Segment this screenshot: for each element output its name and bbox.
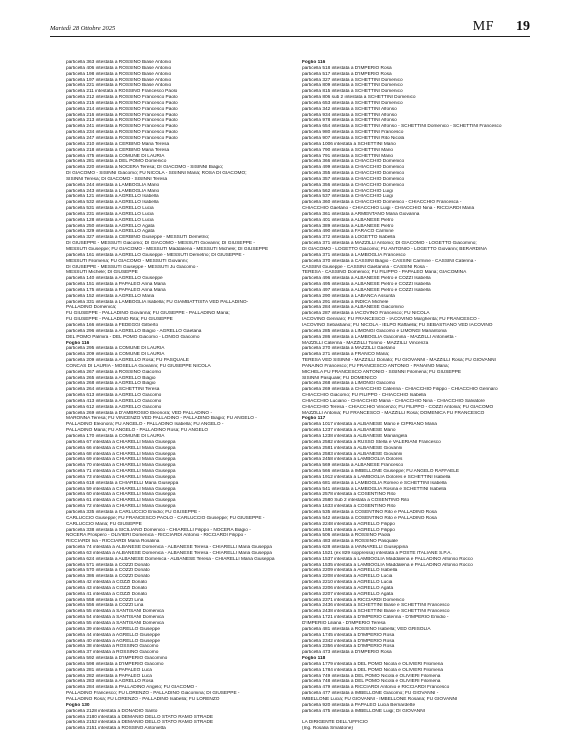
text-line: DEL POMO Palmira - DEL POMO Giacomo - LONGO Giacomo xyxy=(66,334,200,340)
text-line: particella 342 intestata a SCHETTINI Alfonso xyxy=(302,106,397,112)
text-line: particella 1237 intestata a ALBANESE Mario xyxy=(302,428,396,434)
section-heading: Foglio 117 xyxy=(302,416,326,422)
text-line: particella 653 intestata a SCHETTINI Domenico xyxy=(302,100,403,106)
text-line: particella 907 intestata a SCHETTINI Rito Nicola xyxy=(302,135,405,141)
text-line: particella 496 intestata a ALBANESE Pietro e COZZI Isabella xyxy=(302,276,431,282)
text-line: TERESA - CASSINO Domenico; FU FILIPPO - PAPALEO Maria; GIACOMINA xyxy=(302,270,467,276)
text-line: particella 74 intestata a ALBANESE Domenica - ALBANESE Teresa - CHIARELLI Maria Giuseppa xyxy=(66,545,272,551)
text-line: particella 128 intestata a AGRELLO Lucia xyxy=(66,217,154,223)
page-header xyxy=(50,14,530,37)
text-line: particella 270 intestata a MAZZILLI Gaetano xyxy=(302,346,396,352)
text-line: particella 481 intestata a ROSSINO Isabella; VED GRISOLIA xyxy=(302,626,431,632)
text-line: particella 934 intestata a SCHETTINI Alfonso xyxy=(302,112,397,118)
text-line: particella 73 intestata a CHIARELLI Maria Giuseppa xyxy=(66,474,176,480)
text-line: particella 2438 intestata a SCHETTINI Biase e SCHETTINI Francesco xyxy=(302,609,450,615)
text-line: FU GIUSEPPE - PALLADINO Rita; FU GIUSEPPE xyxy=(66,317,173,323)
text-line: particella 473 intestata a D'IMPERIO Rosa xyxy=(302,650,392,656)
text-line: particella 2206 intestata a AGRELLO Agata xyxy=(302,585,394,591)
text-line: particella 490 intestata a FARACO Carmine xyxy=(302,229,394,235)
text-line: particella 60 intestata a CHIARELLI Maria Giuseppa xyxy=(66,492,176,498)
text-line: particella 628 intestata a IANNARELLI Giuseppina xyxy=(302,545,408,551)
text-line: particella 218 intestata a CERBINO Maria Teresa xyxy=(66,147,170,153)
text-line: particella 366 intestata a CHIACCHIO Domenico xyxy=(302,159,405,165)
text-line: PALLADINO Domenica; xyxy=(66,305,117,311)
text-line: particella 295 intestata a COMUNE DI LAURIA xyxy=(66,346,165,352)
text-line: particella 389 intestata a ALBANESE Pietro xyxy=(302,223,394,229)
text-line: particella 2578 intestata a COSENTINO Rito xyxy=(302,492,396,498)
text-line: DI GIUSEPPE - MESSUTI Giuseppe - MESSUTI Ju Giacomo - xyxy=(66,264,199,270)
text-line: particella 61 intestata a CHIARELLI Maria Giuseppa xyxy=(66,498,176,504)
text-line: particella 749 intestata a DEL POMO Nicola e OLIVIERI Filomena xyxy=(302,673,441,679)
publication-title: MF xyxy=(472,19,494,34)
text-line: particella 357 intestata a CHIACCHIO Domenico xyxy=(302,176,405,182)
text-line: particella 211 intestata a ROSSINO Francesco Paolo xyxy=(66,89,178,95)
text-line: particella 2207 intestata a AGRELLO Agata xyxy=(302,591,394,597)
text-line: particella 562 intestata a CHIACCHIO Luigi xyxy=(302,188,393,194)
text-line: particella 790 intestata a SCHETTINI Mario xyxy=(302,147,394,153)
text-line: particella 2582 intestata a RUSSO Stella e VALERIANI Francesco xyxy=(302,439,441,445)
text-line: particella 290 intestata a LABANCA Assunta xyxy=(302,293,395,299)
text-line: MAZZILLI Caterina - MAZZILLI Tonino - MAZZILLI Vincenza xyxy=(302,340,429,346)
text-line: IMBELLONE Lucia; FU GIOVANNI - IMBELLONE Rosaria; FU GIOVANNI xyxy=(302,696,458,702)
text-line: particella 2583 intestata a ALBANESE Giovanni xyxy=(302,451,403,457)
text-line: particella 2210 intestata a AGRELLO Lucia xyxy=(302,580,393,586)
text-line: particella 361 intestata a ARMENTANO Maria Giovanna xyxy=(302,211,420,217)
text-line: particella 479 intestata a RICCIARDI Antonio e RICCIARDI Francesco xyxy=(302,685,450,691)
text-line: particella 72 intestata a CHIARELLI Maria Giuseppa xyxy=(66,504,176,510)
text-line: particella 214 intestata a ROSSINO Francesco Paolo xyxy=(66,106,178,112)
text-line: particella 152 intestata a AGRELLO Maria xyxy=(66,293,155,299)
text-line: particella 69 intestata a CHIARELLI Maria Giuseppa xyxy=(66,457,176,463)
text-line: particella 592 intestata a D'IMPERIO Giacomino xyxy=(66,656,168,662)
text-line: (Ing. Rosalia Smaldone) xyxy=(302,726,353,732)
text-line: particella 287 intestata a IACOVINO Francesco; FU NICOLA xyxy=(302,311,430,317)
text-line: particella 654 intestata a SCHETTINI Alfonso - SCHETTINI Domenico - SCHETTINI Francesco xyxy=(302,124,502,130)
text-line: particella 401 intestata a ALBANESE Pietro xyxy=(302,217,394,223)
text-line: CONCAS DI LAURIA - MOSELLA Giovanni; FU GIUSEPPE NICOLA xyxy=(66,363,211,369)
text-line: particella 495 intestata a ALBANESE Pietro e COZZI Isabella xyxy=(302,282,431,288)
text-line: particella 809 intestata a SCHETTINI Domenico xyxy=(302,83,403,89)
text-line: particella 43 intestata a COZZI Donato xyxy=(66,585,148,591)
text-line: particella 1537 intestata a LAMBOGLIA Maddalena e PALLADINO Alfonso Rocco xyxy=(302,556,473,562)
text-line: particella 244 intestata a LAMBOGLIA Mario xyxy=(66,182,160,188)
text-line: particella 370 intestata a CASSINI Biagio - CASSINI Carmine - CASSINI Caterina - xyxy=(302,258,477,264)
text-line: particella 920 intestata a PAPALEO Lucia Bernardette xyxy=(302,702,416,708)
text-line: particella 1006 intestata a SCHETTINI Mario xyxy=(302,141,396,147)
text-line: particella 215 intestata a ROSSINO Francesco Paolo xyxy=(66,100,178,106)
text-line: particella 37 intestata a ROSSINO Giacomo xyxy=(66,650,159,656)
text-line: particella 569 intestata a ALBANESE Francesco xyxy=(302,463,404,469)
text-line: MESSUTI Michele; DI GIUSEPPE xyxy=(66,270,138,276)
text-line: particella 1238 intestata a ALBANESE Mariangela xyxy=(302,434,408,439)
text-line: particella 338 intestata a SICILIANO Domenico - CHIARELLI Filippo - NOCERA Biagio - xyxy=(66,527,251,533)
left-text-column xyxy=(66,60,304,732)
text-line: particella 517 intestata a D'IMPERIO Rosa xyxy=(302,71,392,77)
text-line: particella 329 intestata a AGRELLO Agata xyxy=(66,229,155,235)
text-line: particella 499 intestata a CHIACCHIO Domenico xyxy=(302,165,405,171)
text-line: particella 1591 intestata a AGRELLO Filippo xyxy=(302,527,395,533)
text-line: particella 541 intestata a LAMBOGLIA Rosina e SCHETTINI Isabella xyxy=(302,486,447,492)
text-line: CHIACCHIO Gaetano - CHIACCHIO Luigi - CHIACCHIO Nina - RICCIARDI Maria xyxy=(302,206,475,212)
text-line: particella 282 intestata a PAPALEO Luca xyxy=(66,673,152,679)
text-line: particella 267 intestata a ROSSINO Giacomo xyxy=(66,369,162,375)
text-line: particella 2371 intestata a RICCIARDI Domenico xyxy=(302,597,405,603)
text-line: particella 175 intestata a PAPALEO Anna Maria xyxy=(66,287,166,293)
text-line: particella 284 intestata a PALLADINO Angelo; FU GIACOMO - xyxy=(66,685,198,691)
text-line: particella 41 intestata a COZZI Donato xyxy=(66,591,148,597)
text-line: particella 213 intestata a ROSSINO Francesco Paolo xyxy=(66,118,178,124)
text-line: particella 2128 intestata a DONADIO Santo xyxy=(66,708,158,714)
text-line: particella 296 intestata a AGRELLO Biagio - AGRELLO Gaetana xyxy=(66,328,202,334)
text-line: particella 537 intestata a CHIACCHIO Luigi xyxy=(302,194,393,200)
text-line: particella 281 intestata a PAPALEO Luca xyxy=(66,667,152,673)
text-line: particella 1633 intestata a COSENTINO Rito xyxy=(302,504,396,510)
text-line: particella 212 intestata a ROSSINO Francesco Paolo xyxy=(66,95,178,101)
text-line: particella 209 intestata a COMUNE DI LAURIA xyxy=(66,352,165,358)
text-line: PALLADINO Maria; FU ANGELO - PALLADINO Rosa; FU ANGELO xyxy=(66,428,209,434)
text-line: MESSUTI Giuseppe; FU GIACOMO - MESSUTI Maddalena - MESSUTI Michele; DI GIUSEPPE xyxy=(66,247,269,252)
text-line: DI GIACOMO - LOGETTO Giacomo; FU ANTONIO - LOGETTO Giovanni; BERARDINA xyxy=(302,247,488,252)
text-line: particella 210 intestata a CERBINO Maria Teresa xyxy=(66,141,170,147)
text-line: particella 2356 intestata a D'IMPERIO Rosa xyxy=(302,644,395,650)
text-line: particella 140 intestata a AGRELLO Giuseppe xyxy=(66,276,163,282)
text-line: particella 284 intestata a ALBANESE Giacomino xyxy=(302,305,404,311)
text-line: MAZZILLI Antonia; FU FRANCESCO - MAZZILLI Rosa; DOMENICA FU FRANCESCO xyxy=(302,410,485,416)
text-line: particella 264 intestata a SCHETTINI Teresa xyxy=(66,387,160,393)
right-text-column xyxy=(302,60,540,732)
text-line: particella 220 intestata a NOCERA Teresa; DI GIACOMO - SISINNI Biagio; xyxy=(66,165,224,171)
text-line: particella 198 intestata a ROSSINO Biase Antonio xyxy=(66,71,172,77)
text-line: particella 356 intestata a CHIACCHIO Domenico xyxy=(302,182,405,188)
text-line: DI GIUSEPPE - MESSUTI Giacomo; DI GIACOMO - MESSUTI Giovanni; DI GIUSEPPE - xyxy=(66,241,255,247)
text-line: particella 360 intestata a CHIACCHIO Domenico - CHIACCHIO Francesca - xyxy=(302,200,462,206)
text-line: particella 1912 intestata a LAMBOGLIA Dolores e SCHETTINI Isabella xyxy=(302,474,451,480)
text-line: particella 70 intestata a CHIARELLI Maria Giuseppa xyxy=(66,463,176,469)
text-line: particella 791 intestata a SCHETTINI Mario xyxy=(302,153,394,159)
text-line: particella 38 intestata a ROSSINO Giacomo xyxy=(66,644,159,650)
text-line: particella 571 intestata a COZZI Donato xyxy=(66,562,150,568)
text-line: D'IMPERIO Liliana - D'IMPERIO Teresa xyxy=(302,621,386,626)
text-line: particella 265 intestata a AGRELLO Biagio xyxy=(66,375,156,381)
text-line: particella 1535 intestata a LAMBOGLIA Maddalena e PALLADINO Alfonso Rocco xyxy=(302,562,473,568)
text-line: LA DIRIGENTE DELL'UFFICIO xyxy=(302,720,368,726)
text-line: RICCIARDI Iva - RICCIARDI Maria Rosalina xyxy=(66,539,160,545)
text-line: particella 978 intestata a SCHETTINI Alfonso xyxy=(302,118,397,124)
text-line: particella 506 intestata a ROSSINO Paola xyxy=(302,533,391,539)
text-line: particella 618 intestata a CHIARELLI Maria Giuseppa xyxy=(66,480,179,486)
text-line: CHIACCHIO Teresa - CHIACCHIO Vincenzo; FU FILIPPO - COZZI Antonia; FU GIACOMO xyxy=(302,404,494,410)
text-line: particella 55 intestata a SANTISANI Domenica xyxy=(66,609,164,615)
text-line: particella 161 intestata a AGRELLO Giuseppe - MESSUTI Demetrio; DI GIUSEPPE - xyxy=(66,252,245,258)
text-line: particella 2180 intestata a DEMANIO DELLO STATO RAMO STRADE xyxy=(66,714,214,720)
text-line: particella 566 intestata a IMBELLONE Giuseppe; FU ANGELO RAFFAELE xyxy=(302,469,460,475)
text-line: particella 331 intestata a LAMBOGLIA Isabella; FU GIAMBATTISTA VED PALLADINO- xyxy=(66,299,249,305)
text-line: particella 570 intestata a COZZI Donato xyxy=(66,568,150,574)
text-line: PALLADINO Eleonora; FU ANGELO - PALLADINO Isabella; FU ANGELO - xyxy=(66,422,224,428)
section-heading: Foglio 116 xyxy=(66,340,90,346)
text-line: CARLUCCIO Giuseppe; FU FRANCESCO PAOLO - CARLUCCIO Giuseppe; FU GIUSEPPE - xyxy=(66,515,265,521)
text-line: particella 68 intestata a CHIARELLI Maria Giuseppa xyxy=(66,451,176,457)
text-line: SISINNI Teresa; DI GIACOMO - SISINNI Teresa xyxy=(66,176,168,182)
text-line: IACOVINO Sebastiano; FU NICOLA - IELPO Raffaella; FU SEBASTIANO VED IACOVINO xyxy=(302,322,493,328)
text-line: particella 286 intestata a LAMBOGLIA Giacomina - MAZZILLI Antonietta - xyxy=(302,334,457,340)
text-line: particella 59 intestata a CHIARELLI Maria Giuseppa xyxy=(66,486,176,492)
section-heading: Foglio 116 xyxy=(302,60,326,65)
text-line: particella 216 intestata a ROSSINO Francesco Paolo xyxy=(66,112,178,118)
text-line: particella 371 intestata a MAZZILLI Antonio; DI GIACOMO - LOGETTO Giacomino; xyxy=(302,241,477,247)
text-line: particella 42 intestata a COZZI Donato xyxy=(66,580,148,586)
text-line: particella 363 intestata a ROSSINO Biase Antonio xyxy=(66,60,172,65)
text-line: particella 483 intestata a ROSSINO Pasquale xyxy=(302,539,398,545)
text-line: particella 556 intestata a COZZI Lina xyxy=(66,603,144,609)
text-line: particella 815 intestata a SCHETTINI Domenico xyxy=(302,89,403,95)
text-line: NOCERA Prospero - OLIVIERI Domenica - RICCIARDI Antonio - RICCIARDI Filippo - xyxy=(66,533,247,539)
text-line: particella 335 intestata a CARLUCCIO Emidio; FU GIUSEPPE - xyxy=(66,509,201,515)
text-line: particella 247 intestata a ROSSINO Francesco Paolo xyxy=(66,135,178,141)
text-line: DI GIACOMO - SISINNI Giacomo; FU NICOLA - SISINNI Maria; ROSA DI GIACOMO; xyxy=(66,171,247,177)
text-line: particella 748 intestata a DEL POMO Nicola e OLIVIERI Filomena xyxy=(302,679,441,685)
text-line: CARLUCCIO Maria; FU GIUSEPPE xyxy=(66,521,142,527)
text-line: particella 44 intestata a AGRELLO Giuseppe xyxy=(66,632,161,638)
text-line: CHIACCHIO Giacomo; FU FILIPPO - CHIACCHIO Isabella xyxy=(302,393,427,399)
text-line: IACOVINO Gennaro; FU FRANCESCO - IACOVINO Margherita; FU FRANCESCO - xyxy=(302,317,480,323)
text-line: particella 406 intestata a ROSSINO Biase Antonio xyxy=(66,65,172,71)
text-line: particella 71 intestata a CHIARELLI Maria Giuseppa xyxy=(66,469,176,475)
text-line: particella 2248 intestata a AGRELLO Filippo xyxy=(302,521,395,527)
text-line: particella 283 intestata a AGRELLO Rosa xyxy=(66,679,154,685)
text-line: particella 371 intestata a LAMBOGLIA Francesco xyxy=(302,252,406,258)
text-line: particella 1721 intestata a D'IMPERIO Caterina - D'IMPERIO Emidio - xyxy=(302,615,449,621)
text-line: CHIACCHIO Luciano - CHIACCHIO Maria - CHIACCHIO Nina - CHIACCHIO Salvatore xyxy=(302,398,485,404)
text-line: particella 980 intestata a SCHETTINI Francesco xyxy=(302,130,404,136)
issue-date: Martedì 28 Ottobre 2025 xyxy=(50,25,116,32)
text-line: particella 1521 (ex 829 soppressa) intestata a POSTE ITALIANE S.P.A. xyxy=(302,550,452,556)
text-line: particella 1017 intestata a ALBANESE Mario e CIPRIANO Maria xyxy=(302,422,437,428)
text-line: particella 241 intestata a ROSSINO Francesco Paolo xyxy=(66,124,178,130)
section-heading: Foglio 118 xyxy=(302,656,326,662)
text-line: MESSUTI Filomena; FU GIACOMO - MESSUTI Giovanni; xyxy=(66,258,188,264)
text-line: particella 475 intestata a COMUNE DI LAURIA xyxy=(66,153,165,159)
text-line: particella 327 intestata a CERBINO Giuseppe - MESSUTI Demetrio; xyxy=(66,235,210,241)
text-line: particella 271 intestata a FRANCO Maria; xyxy=(302,352,390,358)
text-line: particella 558 intestata a COZZI Lina xyxy=(66,597,144,603)
text-line: particella 598 intestata a D'IMPERIO Giacomo xyxy=(66,661,164,667)
text-line: particella 221 intestata a ROSSINO Biase Antonio xyxy=(66,83,172,89)
text-line: particella 542 intestata a COSENTINO Rito e PALLADINO Rosa xyxy=(302,515,437,521)
text-line: particella 535 intestata a COSENTINO Rito e PALLADINO Rosa xyxy=(302,509,437,515)
text-line: particella 355 intestata a CHIACCHIO Domenico xyxy=(302,171,405,177)
text-line: MICHELA FU FRANCESCO ANTONIO - SISINNI Filomena; FU GIUSEPPE xyxy=(302,369,462,375)
text-line: particella 1779 intestata a DEL POMO Nicola e OLIVIERI Filomena xyxy=(302,661,444,667)
text-line: FU GIUSEPPE - PALLADINO Giovanna; FU GIUSEPPE - PALLADINO Maria; xyxy=(66,311,230,317)
text-line: particella 209 intestata a AGRELLO Rosa; FU PASQUALE xyxy=(66,358,189,364)
text-line: particella 66 intestata a CHIARELLI Maria Giuseppa xyxy=(66,445,176,451)
text-line: particella 268 intestata a LIMONGI Giacomo xyxy=(302,381,396,387)
text-line: particella 55 intestata a SANTISANI Domenica xyxy=(66,621,164,626)
text-line: particella 54 intestata a SANTISANI Domenica xyxy=(66,615,164,621)
text-line: particella 281 intestata a DEL POMO Domenico xyxy=(66,159,167,165)
text-line: particella 285 intestata a LIMONGI Giacomo e LIMONGI Mariantonia xyxy=(302,328,447,334)
text-line: SISINNI Pasquale; FU DOMENICO xyxy=(302,375,377,381)
text-line: particella 291 intestata a INDICA Michele xyxy=(302,299,389,305)
text-line: PALLADINO Francesco; FU LORENZO - PALLADINO Giacomina; DI GIUSEPPE - xyxy=(66,691,240,697)
text-line: particella 2208 intestata a AGRELLO Lucia xyxy=(302,574,393,580)
text-line: particella 2152 intestata a DEMANIO DELLO STATO RAMO STRADE xyxy=(66,720,214,726)
text-line: particella 166 intestata a FEDEGGI Gilberto xyxy=(66,322,159,328)
text-line: particella 624 intestata a ALBANESE Domenica - ALBANESE Teresa - CHIARELLI Maria Giuseppa xyxy=(66,556,275,562)
text-line: particella 234 intestata a ROSSINO Francesco Paolo xyxy=(66,130,178,136)
text-line: particella 386 intestata a COZZI Donato xyxy=(66,574,150,580)
text-line: particella 613 intestata a AGRELLO Giacomo xyxy=(66,393,162,399)
text-line: particella 1784 intestata a DEL POMO Nicola e OLIVIERI Filomena xyxy=(302,667,444,673)
text-line: particella 531 intestata a AGRELLO Lucia xyxy=(66,206,154,212)
text-line: particella 2342 intestata a D'IMPERIO Rosa xyxy=(302,638,395,644)
text-line: particella 63 intestata a ALBANESE Domenica - ALBANESE Teresa - CHIARELLI Maria Giuseppa xyxy=(66,550,272,556)
text-line: particella 1745 intestata a D'IMPERIO Rosa xyxy=(302,632,395,638)
text-line: particella 170 intestata a COMUNE DI LAURIA xyxy=(66,434,165,439)
text-line: particella 2436 intestata a SCHETTINI Biase e SCHETTINI Francesco xyxy=(302,603,450,609)
text-line: CASSINI Giuseppe - CASSINI Gaetanina - CASSINI Rosa - xyxy=(302,264,428,270)
text-line: particella 518 intestata a D'IMPERIO Rosa xyxy=(302,65,392,71)
text-line: particella 2581 intestata a ALBANESE Giovanni xyxy=(302,445,403,451)
text-line: particella 477 intestata a IMBELLONE Giacomo; FU GIOVANNI - xyxy=(302,691,439,697)
text-line: particella 121 intestata a AGRELLO Isabella xyxy=(66,194,159,200)
text-line: particella 268 intestata a AGRELLO Biagio xyxy=(66,381,156,387)
text-line: particella 681 intestata a LAMBOGLIA Romeo e SCHETTINI Isabella xyxy=(302,480,447,486)
text-line: particella 497 intestata a ALBANESE Pietro e COZZI Isabella xyxy=(302,287,431,293)
text-line: particella 269 intestata a CHIACCHIO Caterina - CHIACCHIO Filippo - CHIACCHIO Gennaro xyxy=(302,387,498,393)
text-line: particella 2580 Sub 2 intestata a COSENTINO Rito xyxy=(302,498,410,504)
text-line: particella 2209 intestata a AGRELLO Isabella xyxy=(302,568,398,574)
text-line: particella 39 intestata a AGRELLO Giuseppe xyxy=(66,626,161,632)
text-line: particella 806 sub 2 intestata a SCHETTINI Domenico xyxy=(302,95,416,101)
text-line: particella 151 intestata a PAPALEO Anna Maria xyxy=(66,282,166,288)
page-number: 19 xyxy=(516,19,530,34)
text-line: PANAINO Francesco; FU FRANCESCO ANTONIO - PANAINO Maria; xyxy=(302,363,450,369)
text-line: particella 532 intestata a AGRELLO Isabella xyxy=(66,200,159,206)
text-line: MARONNA Teresa; FU VINCENZO VED PALLADINO - PALLADINO Biagio; FU ANGELO - xyxy=(66,416,257,422)
text-line: particella 413 intestata a AGRELLO Giacomo xyxy=(66,398,162,404)
text-line: particella 372 intestata a LOGETTO Isabella xyxy=(302,235,396,241)
text-line: particella 197 intestata a ROSSINO Biase Antonio xyxy=(66,77,172,83)
text-line: TERESA VED SISINNI - MAZZILLI Donato; FU GIOVANNI - MAZZILLI Rosa; FU GIOVANNI xyxy=(302,358,496,364)
text-line: particella 2458 intestata a LAMBOGLIA Dolores xyxy=(302,457,403,463)
text-line: particella 243 intestata a LAMBOGLIA Mario xyxy=(66,188,160,194)
section-heading: Foglio 130 xyxy=(66,702,90,708)
text-line: PALLADINO Rosa; FU LORENZO - PALLADINO Isabella; FU LORENZO xyxy=(66,696,220,702)
text-line: particella 269 intestata a D'AMBROSIO Eleonora; VED PALLADINO - xyxy=(66,410,213,416)
text-line: particella 327 intestata a SCHETTINI Domenico xyxy=(302,77,403,83)
text-line: particella 40 intestata a AGRELLO Giuseppe xyxy=(66,638,161,644)
text-line: particella 2151 intestata a ROSSINO Antonietta xyxy=(66,726,166,732)
text-line: particella 231 intestata a AGRELLO Lucia xyxy=(66,211,154,217)
text-line: particella 67 intestata a CHIARELLI Maria Giuseppa xyxy=(66,439,176,445)
text-line: particella 250 intestata a AGRELLO Agata xyxy=(66,223,155,229)
text-line: particella 612 intestata a AGRELLO Giacomo xyxy=(66,404,162,410)
text-line: particella 475 intestata a IMBELLONE Luigi; DI GIOVANNI xyxy=(302,708,425,714)
